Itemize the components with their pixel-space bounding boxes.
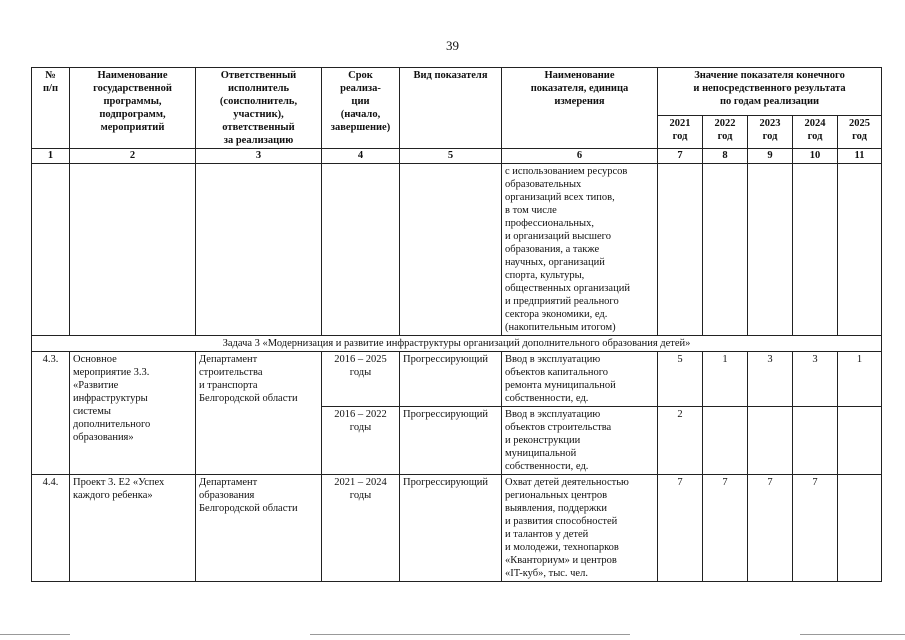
value-2023 xyxy=(748,407,793,475)
measure-name: Основное мероприятие 3.3. «Развитие инфраструктуры системы дополнительного образования» xyxy=(70,352,196,475)
column-number: 3 xyxy=(196,149,322,164)
header-year-2021: 2021 год xyxy=(658,115,703,148)
column-number: 4 xyxy=(322,149,400,164)
value-2023: 7 xyxy=(748,475,793,582)
header-num: № п/п xyxy=(32,68,70,149)
implementation-term: 2016 – 2025 годы xyxy=(322,352,400,407)
row-number: 4.4. xyxy=(32,475,70,582)
indicator-name-cell: Охват детей деятельностью региональных центров выявления, поддержки и развития способностей и талантов у детей и молодежи, технопарков «Кванториум» и центров «IT-куб», тыс. чел. xyxy=(502,475,658,582)
value-2021: 7 xyxy=(658,475,703,582)
column-number: 2 xyxy=(70,149,196,164)
header-indicator-type: Вид показателя xyxy=(400,68,502,149)
header-year-2025: 2025 год xyxy=(838,115,882,148)
column-number: 8 xyxy=(703,149,748,164)
header-term: Срок реализа- ции (начало, завершение) xyxy=(322,68,400,149)
scan-edge-line xyxy=(310,634,630,635)
header-indicator-name: Наименование показателя, единица измерения xyxy=(502,68,658,149)
value-2021: 2 xyxy=(658,407,703,475)
value-2024: 3 xyxy=(793,352,838,407)
header-responsible: Ответственный исполнитель (соисполнитель, участник), ответственный за реализацию xyxy=(196,68,322,149)
value-cell xyxy=(703,164,748,336)
column-number: 11 xyxy=(838,149,882,164)
empty-cell xyxy=(400,164,502,336)
column-number-row xyxy=(32,149,882,164)
value-2025 xyxy=(838,475,882,582)
column-number: 7 xyxy=(658,149,703,164)
value-2022: 7 xyxy=(703,475,748,582)
scan-edge-line xyxy=(800,634,905,635)
indicator-name-cell: Ввод в эксплуатацию объектов капитального ремонта муниципальной собственности, ед. xyxy=(502,352,658,407)
value-2024: 7 xyxy=(793,475,838,582)
row-number: 4.3. xyxy=(32,352,70,475)
value-2024 xyxy=(793,407,838,475)
column-number: 1 xyxy=(32,149,70,164)
indicator-type: Прогрессирующий xyxy=(400,475,502,582)
table-row-4-3-a xyxy=(32,352,882,407)
value-2022 xyxy=(703,407,748,475)
column-number: 5 xyxy=(400,149,502,164)
column-number: 6 xyxy=(502,149,658,164)
value-cell xyxy=(658,164,703,336)
implementation-term: 2021 – 2024 годы xyxy=(322,475,400,582)
header-year-2024: 2024 год xyxy=(793,115,838,148)
header-year-2022: 2022 год xyxy=(703,115,748,148)
value-cell xyxy=(838,164,882,336)
header-program-name: Наименование государственной программы, подпрограмм, мероприятий xyxy=(70,68,196,149)
empty-cell xyxy=(196,164,322,336)
implementation-term: 2016 – 2022 годы xyxy=(322,407,400,475)
measure-name: Проект 3. Е2 «Успех каждого ребенка» xyxy=(70,475,196,582)
value-2025: 1 xyxy=(838,352,882,407)
continuation-row xyxy=(32,164,882,336)
value-cell xyxy=(793,164,838,336)
indicator-name-cell: Ввод в эксплуатацию объектов строительства и реконструкции муниципальной собственности, ед. xyxy=(502,407,658,475)
task-title: Задача 3 «Модернизация и развитие инфраструктуры организаций дополнительного образования детей» xyxy=(32,336,882,352)
page-number: 39 xyxy=(446,38,459,53)
header-row-1 xyxy=(32,68,882,116)
task-row xyxy=(32,336,882,352)
indicator-type: Прогрессирующий xyxy=(400,352,502,407)
empty-cell xyxy=(32,164,70,336)
indicator-type: Прогрессирующий xyxy=(400,407,502,475)
responsible-executor: Департамент образования Белгородской области xyxy=(196,475,322,582)
value-2021: 5 xyxy=(658,352,703,407)
column-number: 10 xyxy=(793,149,838,164)
program-table xyxy=(31,67,882,582)
value-cell xyxy=(748,164,793,336)
column-number: 9 xyxy=(748,149,793,164)
value-2022: 1 xyxy=(703,352,748,407)
value-2023: 3 xyxy=(748,352,793,407)
header-values-group: Значение показателя конечного и непосредственного результата по годам реализации xyxy=(658,68,882,116)
header-year-2023: 2023 год xyxy=(748,115,793,148)
responsible-executor: Департамент строительства и транспорта Белгородской области xyxy=(196,352,322,475)
table-row-4-4 xyxy=(32,475,882,582)
empty-cell xyxy=(70,164,196,336)
indicator-name-cell: с использованием ресурсов образовательных организаций всех типов, в том числе профессиональных, и организаций высшего образования, а также научных, организаций спорта, культуры, общественных организаций и предприятий реального сектора экономики, ед. (накопительным итогом) xyxy=(502,164,658,336)
empty-cell xyxy=(322,164,400,336)
value-2025 xyxy=(838,407,882,475)
scan-edge-line xyxy=(0,634,70,635)
